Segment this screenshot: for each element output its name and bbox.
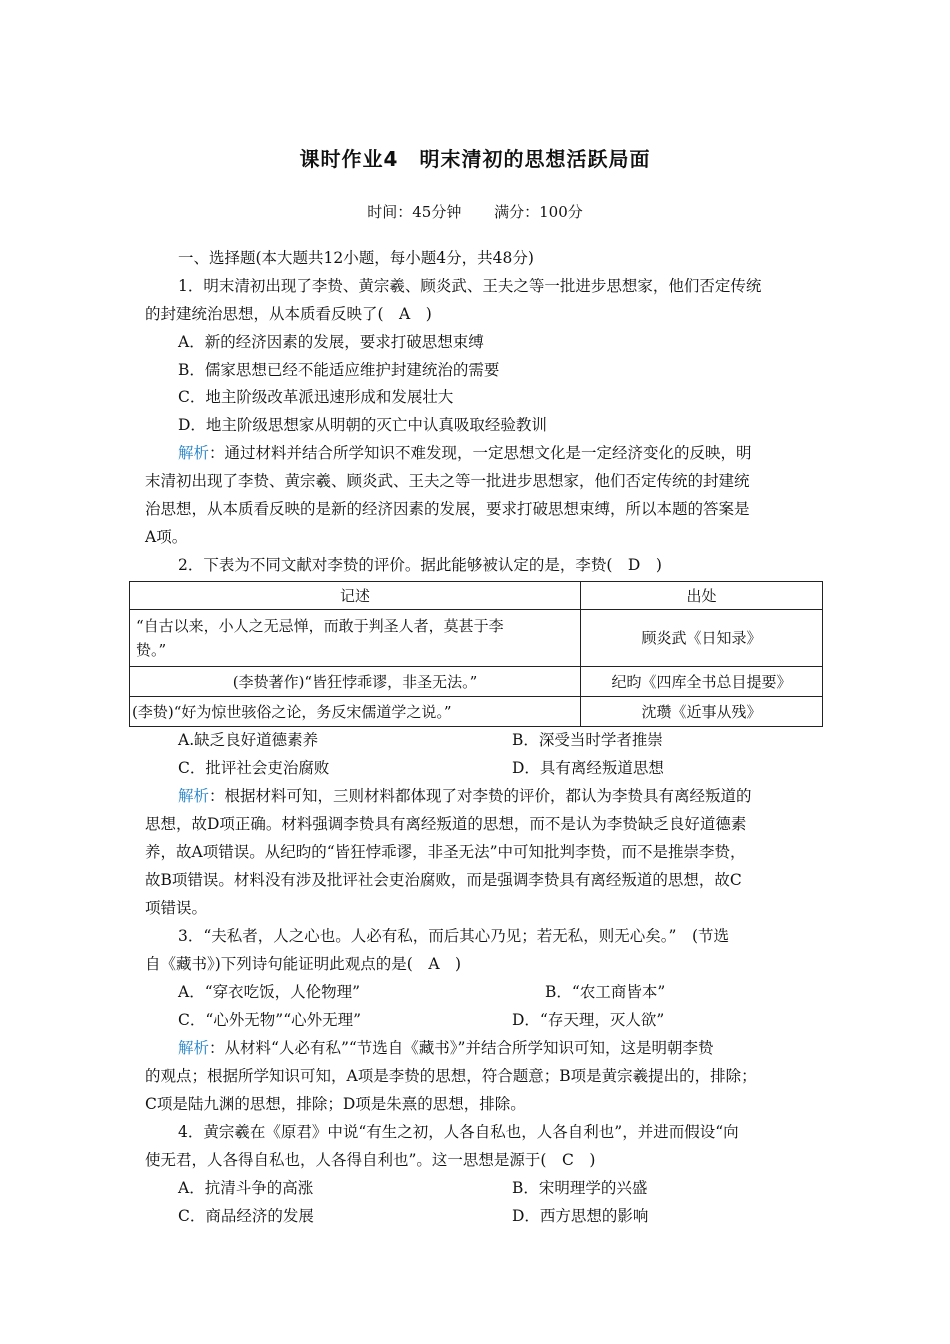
source-table [129, 581, 823, 727]
table-cell-quote: “自古以来，小人之无忌惮，而敢于判圣人者，莫甚于李 贽。” [130, 610, 581, 667]
q4-option-b: B．宋明理学的兴盛 [512, 1179, 648, 1197]
q3-option-a: A．“穿衣吃饭，人伦物理” [178, 983, 361, 1001]
section-heading: 一、选择题(本大题共12小题，每小题4分，共48分) [178, 249, 534, 267]
q3-analysis-line3: C项是陆九渊的思想，排除；D项是朱熹的思想，排除。 [145, 1095, 526, 1113]
table-cell-source: 纪昀《四库全书总目提要》 [581, 667, 823, 697]
analysis-label: 解析 [178, 787, 210, 805]
table-row [130, 667, 823, 697]
q4-option-a: A．抗清斗争的高涨 [178, 1179, 314, 1197]
table-row [130, 610, 823, 667]
q3-stem-line1: 3．“夫私者，人之心也。人必有私，而后其心乃见；若无私，则无心矣。” (节选 [178, 927, 730, 945]
q2-option-d: D．具有离经叛道思想 [512, 759, 664, 777]
table-header-source: 出处 [581, 582, 823, 610]
q2-analysis-line2: 思想，故D项正确。材料强调李贽具有离经叛道的思想，而不是认为李贽缺乏良好道德素 [145, 815, 747, 833]
q2-analysis-line3: 养，故A项错误。从纪昀的“皆狂悖乖谬，非圣无法”中可知批判李贽，而不是推崇李贽， [145, 843, 746, 861]
time-limit: 时间：45分钟 [367, 203, 462, 221]
q3-analysis-line2: 的观点；根据所学知识可知，A项是李贽的思想，符合题意；B项是黄宗羲提出的，排除； [145, 1067, 757, 1085]
table-cell-source: 顾炎武《日知录》 [581, 610, 823, 667]
q1-stem-line1: 1．明末清初出现了李贽、黄宗羲、顾炎武、王夫之等一批进步思想家，他们否定传统 [178, 277, 762, 295]
q2-stem: 2．下表为不同文献对李贽的评价。据此能够被认定的是，李贽( D ) [178, 556, 662, 574]
q2-analysis-line5: 项错误。 [145, 899, 208, 917]
full-score: 满分：100分 [494, 203, 583, 221]
q4-option-c: C．商品经济的发展 [178, 1207, 314, 1225]
analysis-label: 解析 [178, 444, 210, 462]
q1-analysis-line3: 治思想，从本质看反映的是新的经济因素的发展，要求打破思想束缚，所以本题的答案是 [145, 500, 750, 518]
q1-option-a: A．新的经济因素的发展，要求打破思想束缚 [178, 333, 484, 351]
q1-option-c: C．地主阶级改革派迅速形成和发展壮大 [178, 388, 454, 406]
table-header-row [130, 582, 823, 610]
table-cell-source: 沈瓒《近事从残》 [581, 697, 823, 727]
analysis-label: 解析 [178, 1039, 210, 1057]
table-row [130, 697, 823, 727]
q3-option-c: C．“心外无物”“心外无理” [178, 1011, 362, 1029]
q1-analysis-line4: A项。 [145, 528, 188, 546]
q4-option-d: D．西方思想的影响 [512, 1207, 649, 1225]
q1-stem-line2: 的封建统治思想，从本质看反映了( A ) [145, 305, 432, 323]
q2-option-a: A.缺乏良好道德素养 [178, 731, 319, 749]
q2-option-c: C．批评社会吏治腐败 [178, 759, 330, 777]
table-cell-quote: (李贽)“好为惊世骇俗之论，务反宋儒道学之说。” [130, 697, 581, 727]
exam-meta [0, 201, 950, 222]
q2-option-b: B．深受当时学者推崇 [512, 731, 663, 749]
q2-analysis-line4: 故B项错误。材料没有涉及批评社会吏治腐败，而是强调李贽具有离经叛道的思想，故C [145, 871, 742, 889]
q3-option-d: D．“存天理，灭人欲” [512, 1011, 665, 1029]
q3-analysis-line1: 解析：从材料“人必有私”“节选自《藏书》”并结合所学知识可知，这是明朝李贽 [178, 1039, 714, 1057]
q4-stem-line1: 4．黄宗羲在《原君》中说“有生之初，人各自私也，人各自利也”，并进而假设“向 [178, 1123, 739, 1141]
page-title: 课时作业4 明末清初的思想活跃局面 [299, 147, 651, 171]
q3-option-b: B．“农工商皆本” [545, 983, 666, 1001]
table-cell-quote: (李贽著作)“皆狂悖乖谬，非圣无法。” [130, 667, 581, 697]
q4-stem-line2: 使无君，人各得自私也，人各得自利也”。这一思想是源于( C ) [145, 1151, 596, 1169]
q1-option-b: B．儒家思想已经不能适应维护封建统治的需要 [178, 361, 500, 379]
q3-stem-line2: 自《藏书》)下列诗句能证明此观点的是( A ) [145, 955, 462, 973]
q2-analysis-line1: 解析：根据材料可知，三则材料都体现了对李贽的评价，都认为李贽具有离经叛道的 [178, 787, 752, 805]
q1-analysis-line2: 末清初出现了李贽、黄宗羲、顾炎武、王夫之等一批进步思想家，他们否定传统的封建统 [145, 472, 750, 490]
q1-option-d: D．地主阶级思想家从明朝的灭亡中认真吸取经验教训 [178, 416, 547, 434]
q1-analysis-line1: 解析：通过材料并结合所学知识不难发现，一定思想文化是一定经济变化的反映，明 [178, 444, 752, 462]
table-header-record: 记述 [130, 582, 581, 610]
